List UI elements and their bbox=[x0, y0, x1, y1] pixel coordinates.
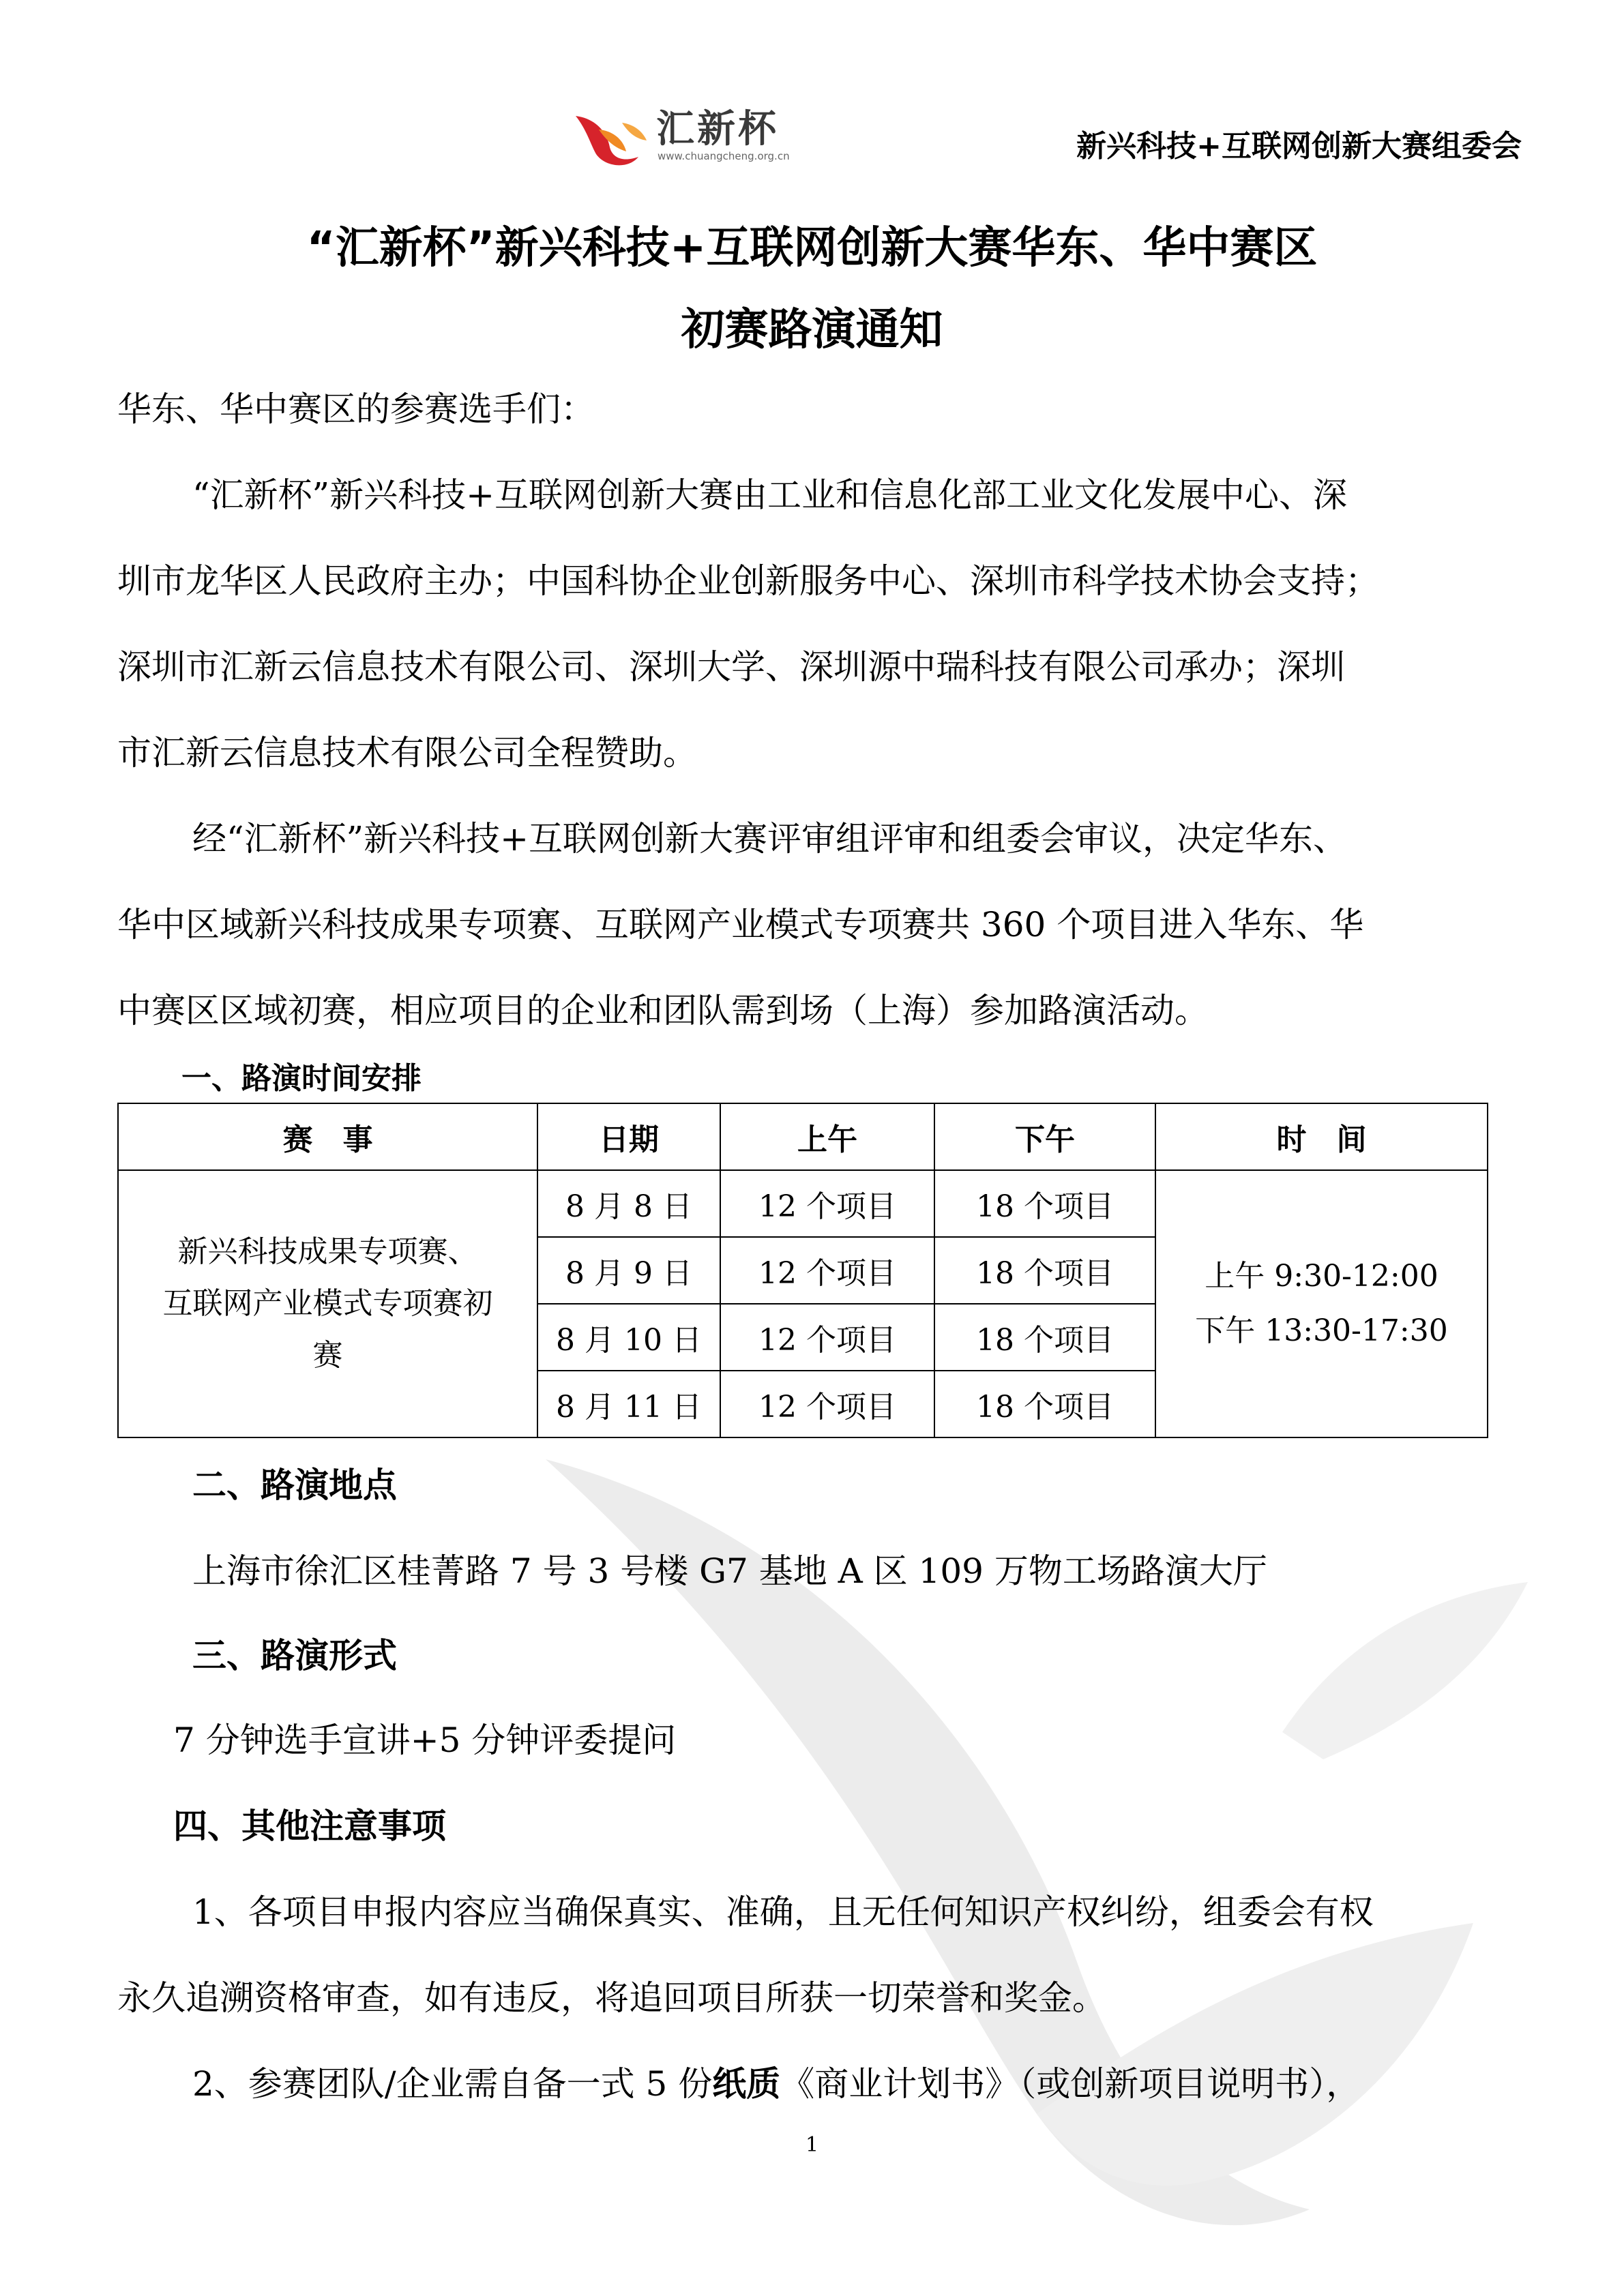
afternoon-cell: 18 个项目 bbox=[934, 1237, 1155, 1304]
event-line: 互联网产业模式专项赛初 bbox=[162, 1286, 493, 1321]
event-line: 新兴科技成果专项赛、 bbox=[177, 1234, 478, 1269]
section-heading-venue: 二、路演地点 bbox=[192, 1465, 397, 1505]
header-cell-afternoon: 下午 bbox=[934, 1103, 1155, 1170]
date-cell: 8 月 10 日 bbox=[537, 1304, 720, 1371]
morning-cell: 12 个项目 bbox=[720, 1237, 934, 1304]
date-cell: 8 月 11 日 bbox=[537, 1371, 720, 1437]
venue-address: 上海市徐汇区桂菁路 7 号 3 号楼 G7 基地 A 区 109 万物工场路演大厅 bbox=[192, 1551, 1267, 1591]
header-cell-date: 日期 bbox=[537, 1103, 720, 1170]
intro-line: “汇新杯”新兴科技+互联网创新大赛由工业和信息化部工业文化发展中心、深 bbox=[192, 475, 1348, 515]
section-heading-notes: 四、其他注意事项 bbox=[173, 1806, 446, 1846]
time-cell bbox=[1155, 1170, 1488, 1437]
note-item-2-prefix: 2、参赛团队/企业需自备一式 5 份 bbox=[192, 2064, 713, 2104]
salutation: 华东、华中赛区的参赛选手们： bbox=[117, 389, 595, 429]
note-item-2-bold: 纸质 bbox=[712, 2064, 781, 2104]
decision-line: 中赛区区域初赛，相应项目的企业和团队需到场（上海）参加路演活动。 bbox=[117, 991, 1209, 1030]
date-cell: 8 月 8 日 bbox=[537, 1170, 720, 1237]
afternoon-cell: 18 个项目 bbox=[934, 1304, 1155, 1371]
afternoon-cell: 18 个项目 bbox=[934, 1170, 1155, 1237]
note-line: 永久追溯资格审查，如有违反，将追回项目所获一切荣誉和奖金。 bbox=[117, 1978, 1106, 2018]
logo-url: www.chuangcheng.org.cn bbox=[658, 150, 790, 162]
logo bbox=[572, 109, 790, 166]
format-text: 7 分钟选手宣讲+5 分钟评委提问 bbox=[173, 1720, 677, 1760]
flame-logo-icon bbox=[572, 109, 652, 166]
header-cell-morning: 上午 bbox=[720, 1103, 934, 1170]
date-cell: 8 月 9 日 bbox=[537, 1237, 720, 1304]
afternoon-cell: 18 个项目 bbox=[934, 1371, 1155, 1437]
table-row bbox=[118, 1170, 1488, 1237]
document-title-line1: “汇新杯”新兴科技+互联网创新大赛华东、华中赛区 bbox=[306, 223, 1318, 273]
header-cell-event: 赛 事 bbox=[118, 1103, 537, 1170]
header-cell-time: 时 间 bbox=[1155, 1103, 1488, 1170]
decision-line: 华中区域新兴科技成果专项赛、互联网产业模式专项赛共 360 个项目进入华东、华 bbox=[117, 905, 1364, 944]
schedule-table bbox=[117, 1103, 1488, 1438]
document-title-line2: 初赛路演通知 bbox=[681, 305, 943, 355]
table-header-row bbox=[118, 1103, 1488, 1170]
event-line: 赛 bbox=[312, 1338, 343, 1373]
note-item-2 bbox=[192, 2063, 1360, 2104]
intro-line: 圳市龙华区人民政府主办；中国科协企业创新服务中心、深圳市科学技术协会支持； bbox=[117, 561, 1379, 601]
event-cell bbox=[118, 1170, 537, 1437]
morning-cell: 12 个项目 bbox=[720, 1371, 934, 1437]
section-heading-schedule: 一、路演时间安排 bbox=[181, 1061, 422, 1096]
note-line: 1、各项目申报内容应当确保真实、准确，且无任何知识产权纠纷，组委会有权 bbox=[192, 1892, 1374, 1932]
time-morning: 上午 9:30-12:00 bbox=[1205, 1259, 1438, 1294]
time-afternoon: 下午 13:30-17:30 bbox=[1195, 1313, 1448, 1348]
morning-cell: 12 个项目 bbox=[720, 1170, 934, 1237]
morning-cell: 12 个项目 bbox=[720, 1304, 934, 1371]
intro-line: 市汇新云信息技术有限公司全程赞助。 bbox=[117, 733, 697, 773]
section-heading-format: 三、路演形式 bbox=[192, 1636, 397, 1675]
decision-line: 经“汇新杯”新兴科技+互联网创新大赛评审组评审和组委会审议，决定华东、 bbox=[192, 819, 1348, 859]
note-item-2-suffix: 《商业计划书》（或创新项目说明书）， bbox=[780, 2064, 1361, 2104]
page-number: 1 bbox=[805, 2133, 819, 2157]
organizer-name: 新兴科技+互联网创新大赛组委会 bbox=[1076, 129, 1522, 164]
page-header bbox=[0, 0, 1624, 177]
logo-name: 汇新杯 bbox=[656, 107, 779, 151]
intro-line: 深圳市汇新云信息技术有限公司、深圳大学、深圳源中瑞科技有限公司承办；深圳 bbox=[117, 647, 1345, 687]
